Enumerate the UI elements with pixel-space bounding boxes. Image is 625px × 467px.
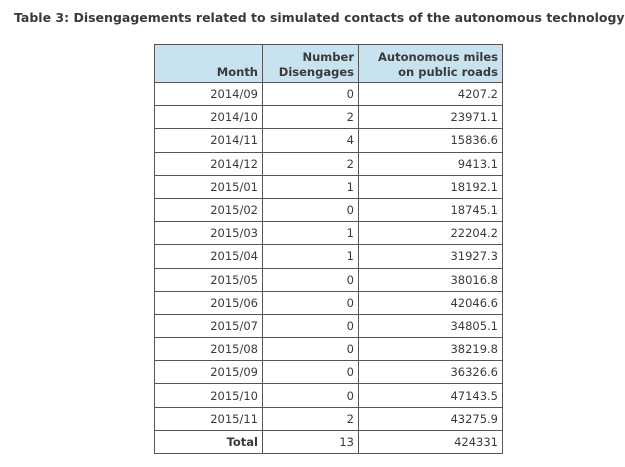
- cell-miles: 38219.8: [359, 338, 503, 361]
- table-row: [155, 222, 503, 245]
- cell-disengages: 0: [263, 83, 359, 106]
- table-row: [155, 245, 503, 268]
- table-row: [155, 384, 503, 407]
- cell-disengages: 1: [263, 245, 359, 268]
- cell-month: 2015/04: [155, 245, 263, 268]
- header-month: [155, 45, 263, 83]
- cell-disengages: 0: [263, 291, 359, 314]
- cell-miles: 18745.1: [359, 198, 503, 221]
- table-row: [155, 106, 503, 129]
- cell-disengages: 2: [263, 407, 359, 430]
- cell-miles: 23971.1: [359, 106, 503, 129]
- cell-month: 2015/07: [155, 314, 263, 337]
- cell-month: 2015/03: [155, 222, 263, 245]
- cell-month: 2014/12: [155, 152, 263, 175]
- cell-disengages: 0: [263, 198, 359, 221]
- total-disengages: 13: [263, 430, 359, 453]
- header-month-label: Month: [216, 65, 258, 79]
- cell-miles: 15836.6: [359, 129, 503, 152]
- header-miles: [359, 45, 503, 83]
- cell-miles: 36326.6: [359, 361, 503, 384]
- cell-miles: 31927.3: [359, 245, 503, 268]
- total-label: Total: [155, 430, 263, 453]
- cell-month: 2014/09: [155, 83, 263, 106]
- cell-miles: 18192.1: [359, 175, 503, 198]
- table-row: [155, 152, 503, 175]
- cell-month: 2015/01: [155, 175, 263, 198]
- header-disengages: [263, 45, 359, 83]
- cell-disengages: 2: [263, 152, 359, 175]
- cell-month: 2015/09: [155, 361, 263, 384]
- cell-miles: 43275.9: [359, 407, 503, 430]
- cell-disengages: 1: [263, 175, 359, 198]
- disengagements-table: [154, 44, 503, 454]
- cell-month: 2015/10: [155, 384, 263, 407]
- header-miles-line1: Autonomous miles: [377, 50, 498, 64]
- table-row: [155, 175, 503, 198]
- cell-month: 2015/11: [155, 407, 263, 430]
- table-row: [155, 129, 503, 152]
- header-disengages-line2: Disengages: [278, 65, 354, 79]
- cell-miles: 34805.1: [359, 314, 503, 337]
- cell-disengages: 0: [263, 384, 359, 407]
- table-caption: Table 3: Disengagements related to simulated contacts of the autonomous technology: [14, 10, 625, 25]
- table-row: [155, 291, 503, 314]
- cell-month: 2014/11: [155, 129, 263, 152]
- cell-miles: 4207.2: [359, 83, 503, 106]
- cell-disengages: 0: [263, 314, 359, 337]
- table-row: [155, 198, 503, 221]
- table-row: [155, 338, 503, 361]
- cell-month: 2015/05: [155, 268, 263, 291]
- cell-disengages: 1: [263, 222, 359, 245]
- cell-month: 2015/02: [155, 198, 263, 221]
- cell-miles: 47143.5: [359, 384, 503, 407]
- cell-miles: 22204.2: [359, 222, 503, 245]
- cell-disengages: 4: [263, 129, 359, 152]
- cell-month: 2014/10: [155, 106, 263, 129]
- cell-miles: 38016.8: [359, 268, 503, 291]
- cell-disengages: 0: [263, 338, 359, 361]
- cell-month: 2015/06: [155, 291, 263, 314]
- table-row: [155, 314, 503, 337]
- header-miles-line2: on public roads: [398, 65, 498, 79]
- cell-disengages: 2: [263, 106, 359, 129]
- table-row: [155, 268, 503, 291]
- table-header-row: [155, 45, 503, 83]
- table-row: [155, 361, 503, 384]
- cell-disengages: 0: [263, 268, 359, 291]
- header-disengages-line1: Number: [302, 50, 354, 64]
- table-row: [155, 83, 503, 106]
- total-miles: 424331: [359, 430, 503, 453]
- cell-miles: 9413.1: [359, 152, 503, 175]
- table-row: [155, 407, 503, 430]
- table-total-row: [155, 430, 503, 453]
- cell-month: 2015/08: [155, 338, 263, 361]
- cell-disengages: 0: [263, 361, 359, 384]
- cell-miles: 42046.6: [359, 291, 503, 314]
